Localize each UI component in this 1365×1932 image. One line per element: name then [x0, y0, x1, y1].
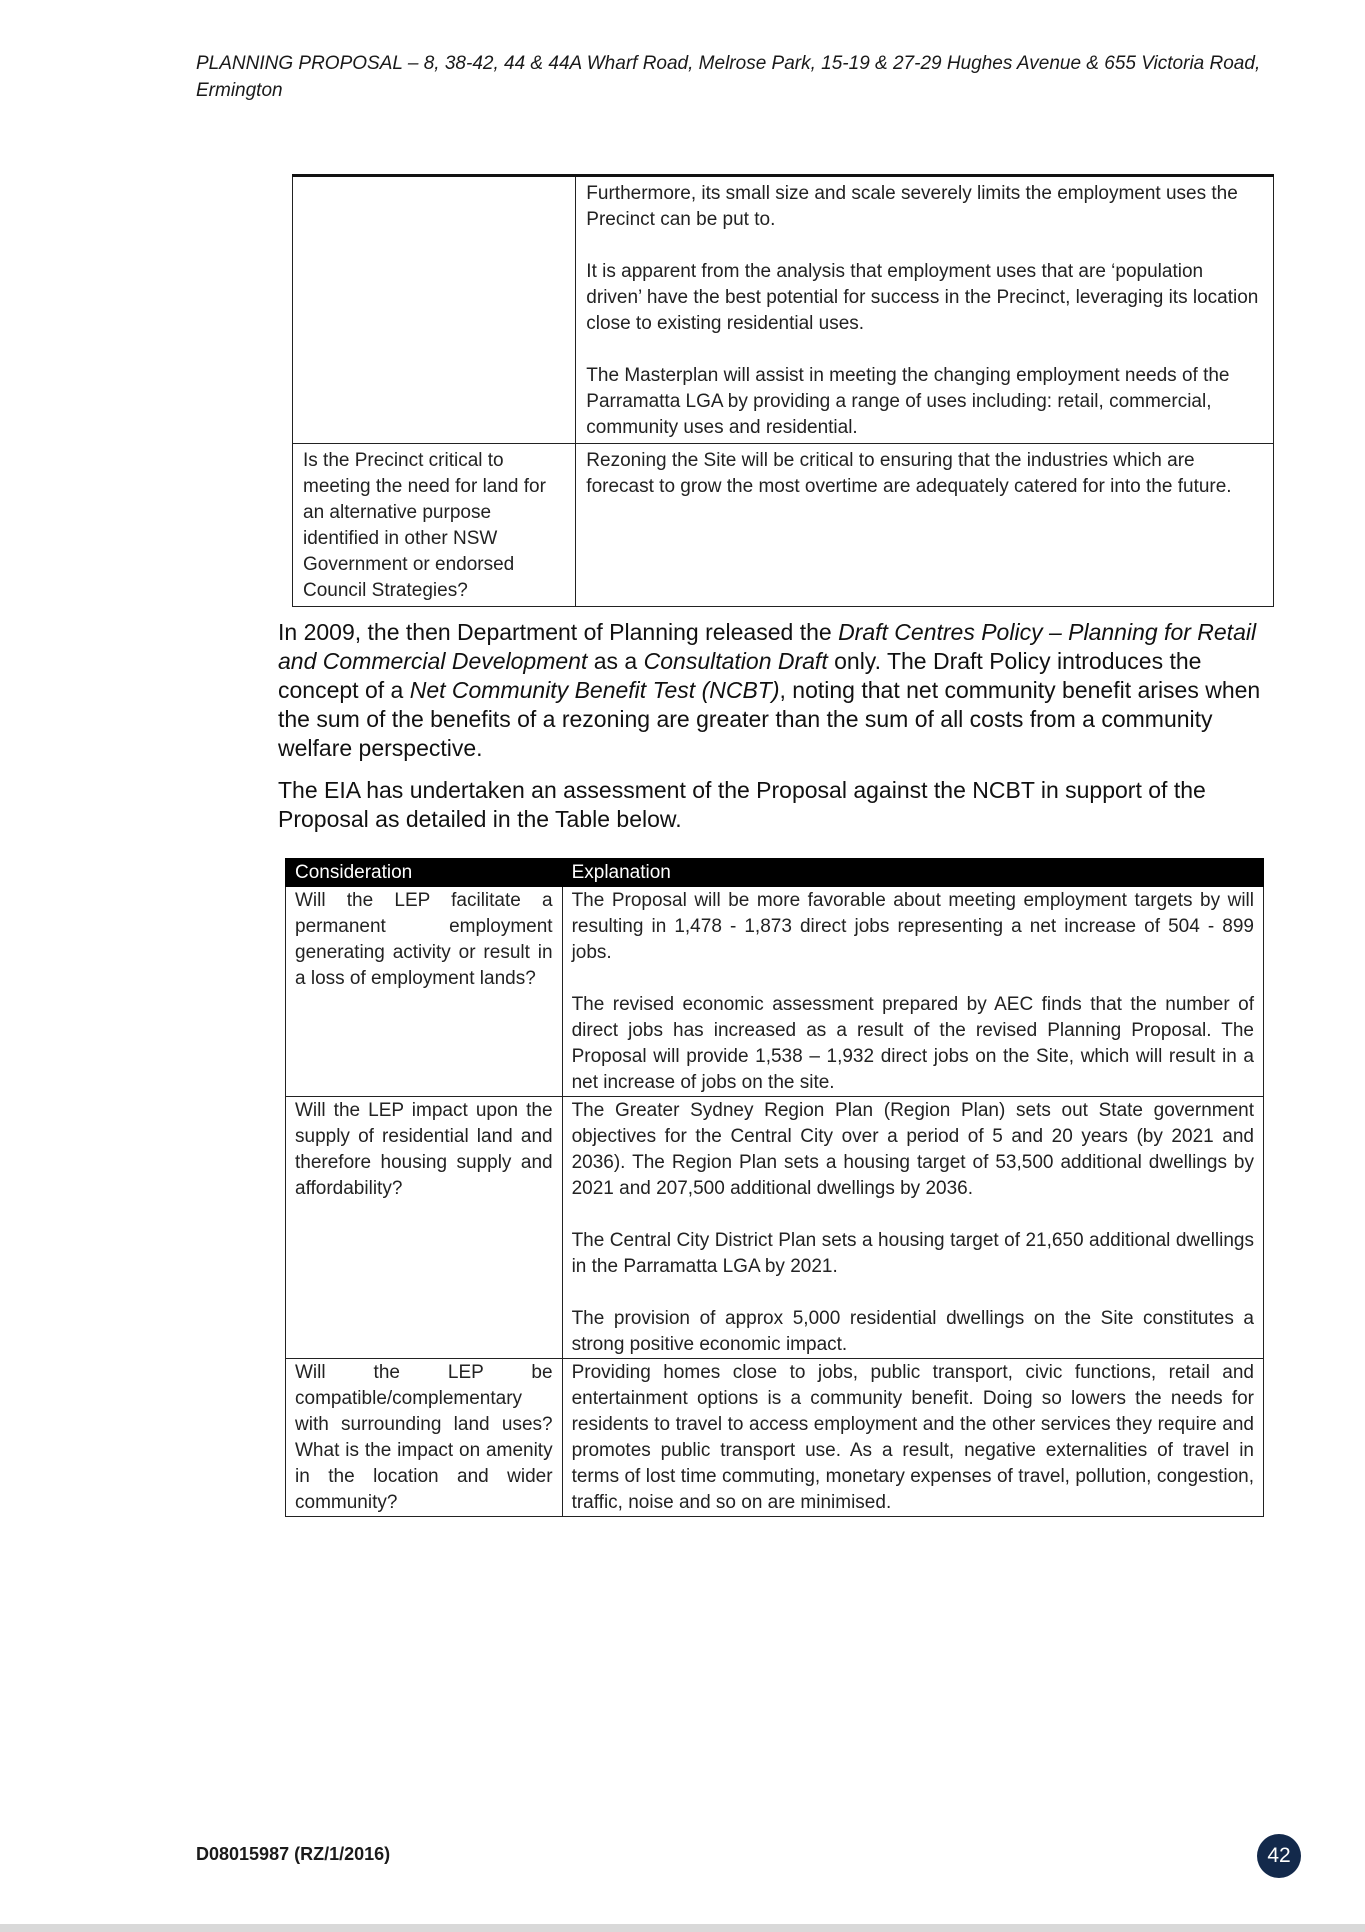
explanation-paragraph: The Greater Sydney Region Plan (Region Plan) sets out State government objectives for the Central City over a period of 5 and 20 years (by 2021 and 2036). The Region Plan sets a housing target of 53,500 additional dwellings by 2021 and 207,500 additional dwellings by 2036. [571, 1100, 1254, 1199]
answer-paragraph: Furthermore, its small size and scale severely limits the employment uses the Precinct can be put to. [586, 183, 1238, 230]
text-run: In 2009, the then Department of Planning released the [278, 619, 839, 645]
page-number-badge: 42 [1257, 1834, 1301, 1878]
explanation-paragraph: The provision of approx 5,000 residential dwellings on the Site constitutes a strong positive economic impact. [571, 1308, 1254, 1355]
document-code: D08015987 (RZ/1/2016) [196, 1844, 391, 1864]
body-paragraph-eia: The EIA has undertaken an assessment of the Proposal against the NCBT in support of the Proposal as detailed in the Table below. [278, 777, 1206, 832]
answer-cell [576, 176, 1274, 444]
explanation-paragraph: The revised economic assessment prepared by AEC finds that the number of direct jobs has increased as a result of the revised Planning Proposal. The Proposal will provide 1,538 – 1,932 direct jobs on the Site, which will result in a net increase of jobs on the site. [571, 994, 1254, 1093]
answer-paragraph: Rezoning the Site will be critical to ensuring that the industries which are forecast to grow the most overtime are adequately catered for into the future. [586, 450, 1232, 497]
consideration-cell: Will the LEP impact upon the supply of residential land and therefore housing supply and affordability? [286, 1097, 563, 1359]
table-row [286, 1097, 1264, 1359]
answer-cell [576, 444, 1274, 607]
text-run: only. The Draft Policy introduces the concept of a [278, 648, 1202, 703]
explanation-paragraph: The Proposal will be more favorable about meeting employment targets by will resulting in 1,478 - 1,873 direct jobs representing a net increase of 504 - 899 jobs. [571, 890, 1254, 963]
consideration-cell: Will the LEP facilitate a permanent employment generating activity or result in a loss of employment lands? [286, 887, 563, 1097]
explanation-paragraph: The Central City District Plan sets a housing target of 21,650 additional dwellings in the Parramatta LGA by 2021. [571, 1230, 1254, 1277]
explanation-paragraph: Providing homes close to jobs, public transport, civic functions, retail and entertainment options is a community benefit. Doing so lowers the needs for residents to travel to access employment and the other services they require and promotes public transport use. As a result, negative externalities of travel in terms of lost time commuting, monetary expenses of travel, pollution, congestion, traffic, noise and so on are minimised. [571, 1362, 1254, 1513]
question-cell [293, 176, 576, 444]
question-cell: Is the Precinct critical to meeting the need for land for an alternative purpose identified in other NSW Government or endorsed Council Strategies? [293, 444, 576, 607]
text-run: as a [587, 648, 644, 674]
page-edge-divider [0, 1924, 1365, 1932]
text-run: , noting that net community benefit arises when the sum of the benefits of a rezoning are greater than the sum of all costs from a community welfare perspective. [278, 677, 1261, 761]
answer-paragraph: The Masterplan will assist in meeting the changing employment needs of the Parramatta LGA by providing a range of uses including: retail, commercial, community uses and residential. [586, 365, 1230, 438]
precinct-table-continued [292, 174, 1274, 607]
table-row [286, 887, 1264, 1097]
explanation-cell [562, 887, 1263, 1097]
body-paragraph-ncbt [278, 618, 1288, 763]
ncbt-table [285, 858, 1264, 1517]
italic-policy-title: Draft Centres Policy – Planning for Retail and Commercial Development [278, 619, 1257, 674]
table-row [293, 444, 1274, 607]
consideration-cell: Will the LEP be compatible/complementary with surrounding land uses? What is the impact on amenity in the location and wider community? [286, 1359, 563, 1517]
table-header-row [286, 859, 1264, 887]
column-header-consideration: Consideration [286, 859, 563, 887]
column-header-explanation: Explanation [562, 859, 1263, 887]
italic-consultation-draft: Consultation Draft [643, 648, 828, 674]
page-header: PLANNING PROPOSAL – 8, 38-42, 44 & 44A Wharf Road, Melrose Park, 15-19 & 27-29 Hughes Avenue & 655 Victoria Road, Ermington [196, 53, 1261, 101]
explanation-cell [562, 1359, 1263, 1517]
table-row [293, 176, 1274, 444]
table-row [286, 1359, 1264, 1517]
explanation-cell [562, 1097, 1263, 1359]
answer-paragraph: It is apparent from the analysis that employment uses that are ‘population driven’ have the best potential for success in the Precinct, leveraging its location close to existing residential uses. [586, 261, 1259, 334]
italic-ncbt: Net Community Benefit Test (NCBT) [409, 677, 780, 703]
